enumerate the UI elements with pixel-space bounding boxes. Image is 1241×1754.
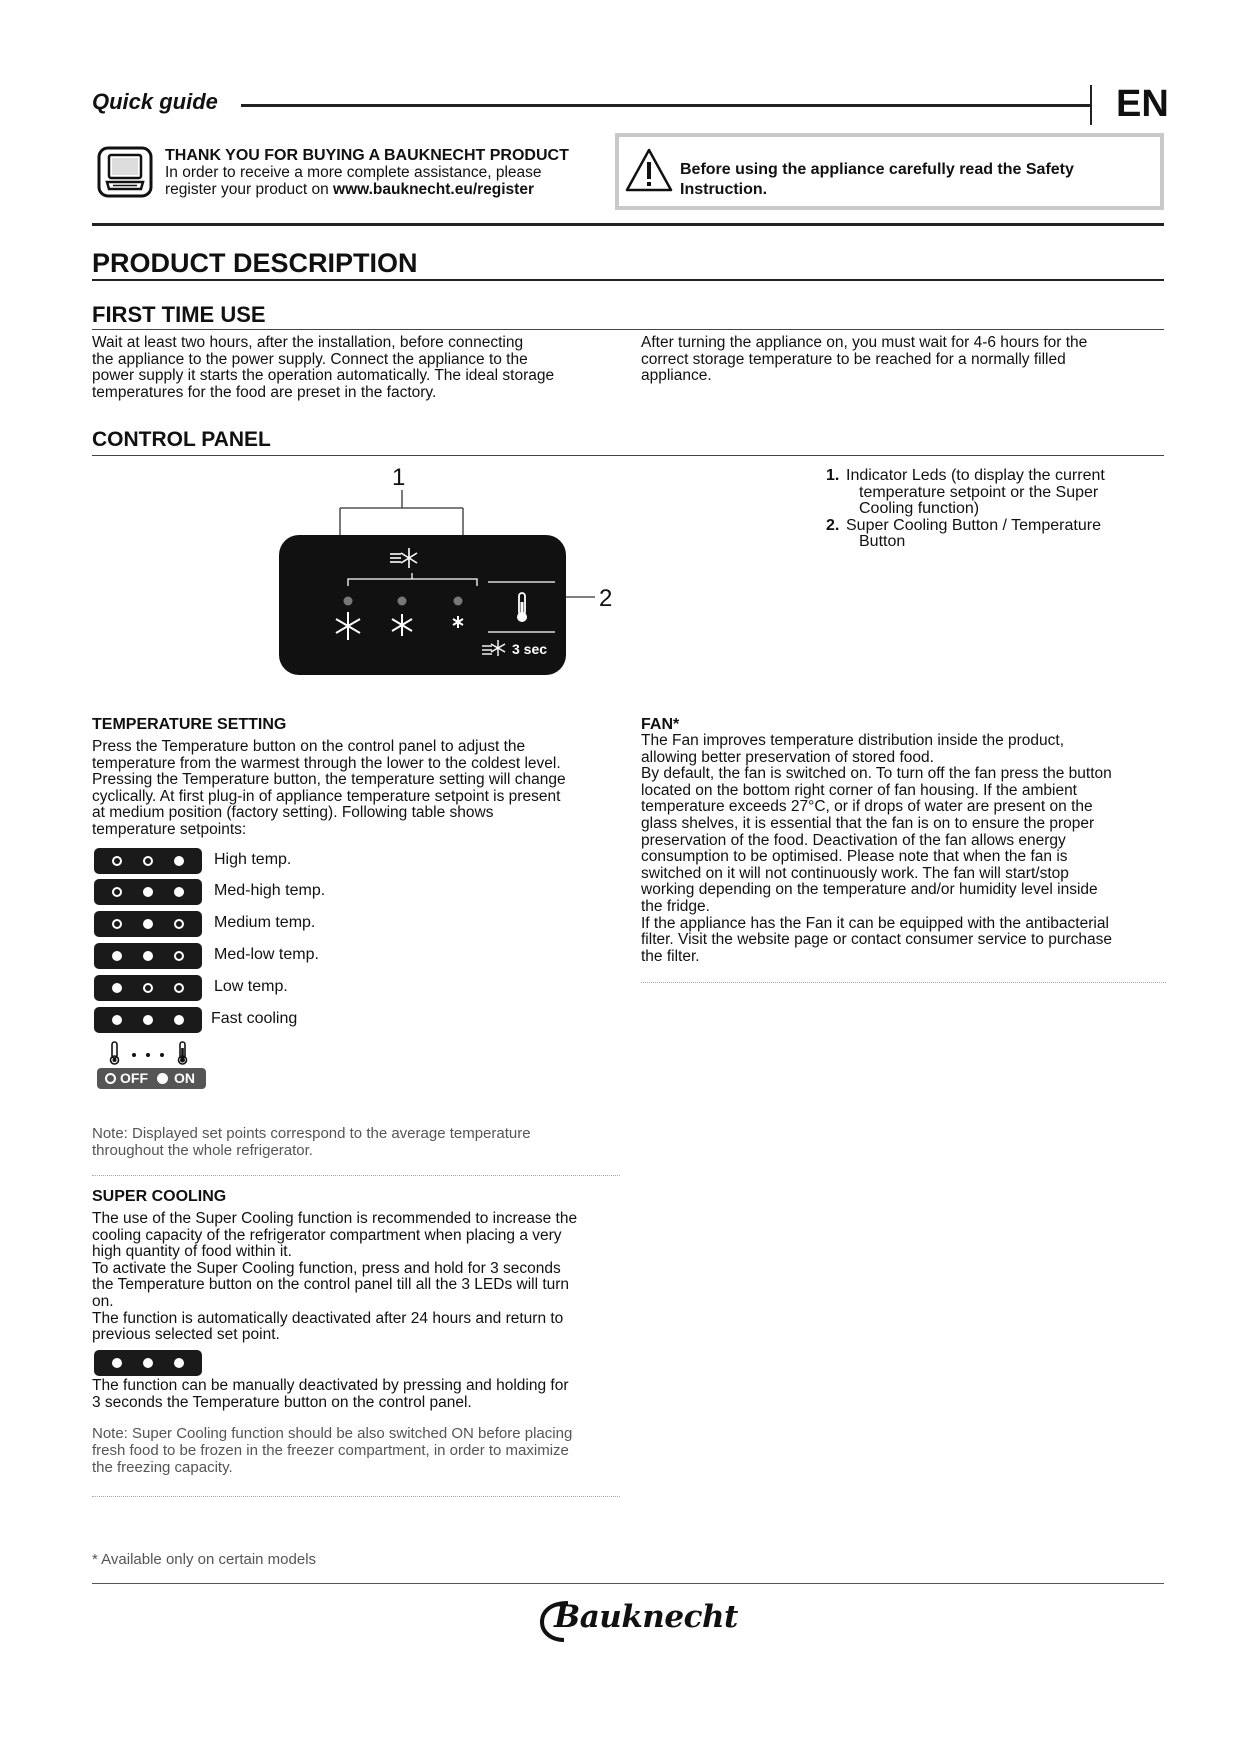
led-off bbox=[143, 856, 153, 866]
text-line: glass shelves, it is essential that the fan is on to ensure the proper bbox=[641, 814, 1095, 832]
text-line: By default, the fan is switched on. To turn off the fan press the button bbox=[641, 765, 1112, 783]
temperature-setting-title: TEMPERATURE SETTING bbox=[92, 716, 287, 733]
super-cooling-note bbox=[92, 1425, 632, 1476]
text-line: Cooling function) bbox=[859, 500, 980, 517]
text-line: the Temperature button on the control panel till all the 3 LEDs will turn bbox=[92, 1276, 570, 1294]
text-line: temperatures for the food are preset in the factory. bbox=[92, 383, 437, 401]
language-code: EN bbox=[1116, 83, 1169, 125]
temperature-setting-text bbox=[92, 739, 627, 839]
first-time-use-title: FIRST TIME USE bbox=[92, 302, 266, 327]
fan-title: FAN* bbox=[641, 716, 680, 733]
text-line: appliance. bbox=[641, 367, 712, 385]
safety-line-2: Instruction. bbox=[680, 181, 768, 198]
control-panel-diagram bbox=[270, 490, 620, 680]
super-cooling-text-after bbox=[92, 1378, 627, 1411]
led-badge bbox=[94, 1007, 202, 1033]
led-on bbox=[143, 887, 153, 897]
led-off bbox=[174, 983, 184, 993]
fan-off-label: OFF bbox=[120, 1070, 148, 1086]
text-line: power supply it starts the operation automatically. The ideal storage bbox=[92, 367, 555, 385]
subtitle-rule bbox=[92, 455, 1164, 456]
led-on bbox=[143, 919, 153, 929]
text-line: preservation of the food. Deactivation of the fan allows energy bbox=[641, 831, 1066, 849]
led-on bbox=[174, 1015, 184, 1025]
led-off bbox=[174, 951, 184, 961]
thanks-prefix: register your product on bbox=[165, 181, 334, 198]
text-line: Pressing the Temperature button, the temperature setting will change bbox=[92, 771, 566, 789]
led-badge bbox=[94, 848, 202, 874]
off-led-icon bbox=[105, 1073, 116, 1084]
text-line: To activate the Super Cooling function, press and hold for 3 seconds bbox=[92, 1259, 561, 1277]
callout-1: 1 bbox=[392, 464, 406, 491]
warning-icon bbox=[624, 147, 674, 193]
super-cooling-title: SUPER COOLING bbox=[92, 1188, 227, 1205]
fan-toggle-badge bbox=[97, 1068, 206, 1089]
text-line: Indicator Leds (to display the current bbox=[846, 467, 1105, 484]
text-line: working depending on the temperature and/or humidity level inside bbox=[641, 881, 1098, 899]
temperature-note bbox=[92, 1125, 632, 1159]
text-line: temperature setpoint or the Super bbox=[859, 483, 1099, 501]
text-line: cyclically. At first plug-in of appliance temperature setpoint is present bbox=[92, 787, 561, 805]
led-badge bbox=[94, 975, 202, 1001]
bauknecht-logo bbox=[538, 1596, 738, 1644]
text-line: the freezing capacity. bbox=[92, 1459, 233, 1476]
fan-text bbox=[641, 733, 1166, 965]
text-line: The Fan improves temperature distribution inside the product, bbox=[641, 732, 1065, 749]
title-rule bbox=[92, 279, 1164, 281]
text-line: Wait at least two hours, after the installation, before connecting bbox=[92, 334, 524, 351]
thanks-title: THANK YOU FOR BUYING A BAUKNECHT PRODUCT bbox=[165, 147, 569, 164]
text-line: cooling capacity of the refrigerator compartment when placing a very bbox=[92, 1226, 562, 1244]
text-line: Button bbox=[859, 533, 906, 550]
led-off bbox=[143, 983, 153, 993]
text-line: The function can be manually deactivated by pressing and holding for bbox=[92, 1377, 569, 1394]
led-on bbox=[112, 951, 122, 961]
legend-item-2 bbox=[826, 518, 1166, 551]
text-line: the filter. bbox=[641, 947, 700, 965]
setpoint-label: High temp. bbox=[214, 851, 292, 868]
led-badge bbox=[94, 911, 202, 937]
first-time-use-right bbox=[641, 335, 1161, 385]
text-line: temperature exceeds 27°C, or if drops of water are present on the bbox=[641, 798, 1093, 816]
text-line: located on the bottom right corner of fan housing. If the ambient bbox=[641, 781, 1077, 799]
text-line: Note: Displayed set points correspond to the average temperature bbox=[92, 1125, 531, 1142]
led-on bbox=[112, 1358, 122, 1368]
text-line: Super Cooling Button / Temperature bbox=[846, 516, 1101, 534]
text-line: consumption to be optimised. Please note that when the fan is bbox=[641, 848, 1068, 866]
led-on bbox=[174, 887, 184, 897]
super-cooling-text bbox=[92, 1211, 627, 1344]
led-on bbox=[143, 951, 153, 961]
quick-guide-title: Quick guide bbox=[92, 89, 218, 114]
text-line: After turning the appliance on, you must wait for 4-6 hours for the bbox=[641, 334, 1088, 351]
product-description-title: PRODUCT DESCRIPTION bbox=[92, 248, 418, 278]
footnote: * Available only on certain models bbox=[92, 1551, 317, 1568]
legend-number: 2. bbox=[826, 516, 840, 534]
text-line: at medium position (factory setting). Following table shows bbox=[92, 804, 494, 822]
text-line: Note: Super Cooling function should be also switched ON before placing bbox=[92, 1425, 573, 1442]
thanks-line-1: In order to receive a more complete assistance, please bbox=[165, 164, 542, 181]
safety-line-1: Before using the appliance carefully read the Safety bbox=[680, 161, 1074, 178]
text-line: throughout the whole refrigerator. bbox=[92, 1142, 313, 1159]
setpoint-label: Medium temp. bbox=[214, 914, 316, 931]
led-on bbox=[143, 1015, 153, 1025]
dotted-separator bbox=[92, 1175, 620, 1176]
on-led-icon bbox=[157, 1073, 168, 1084]
text-line: high quantity of food within it. bbox=[92, 1243, 292, 1261]
led-badge bbox=[94, 943, 202, 969]
text-line: the fridge. bbox=[641, 897, 710, 915]
register-link[interactable]: www.bauknecht.eu/register bbox=[333, 181, 534, 198]
text-line: temperature from the warmest through the lower to the coldest level. bbox=[92, 754, 561, 772]
fan-on-label: ON bbox=[174, 1070, 195, 1086]
logo-wordmark: Bauknecht bbox=[554, 1599, 738, 1635]
text-line: fresh food to be frozen in the freezer compartment, in order to maximize bbox=[92, 1442, 569, 1459]
text-line: the appliance to the power supply. Connect the appliance to the bbox=[92, 350, 528, 368]
led-on bbox=[112, 1015, 122, 1025]
panel-3sec-label: 3 sec bbox=[512, 641, 548, 657]
text-line: If the appliance has the Fan it can be equipped with the antibacterial bbox=[641, 914, 1109, 932]
control-panel-title: CONTROL PANEL bbox=[92, 428, 271, 451]
fan-thermometer-icons bbox=[108, 1040, 194, 1066]
text-line: switched on it will not continuously work. The fan will start/stop bbox=[641, 864, 1069, 882]
safety-text bbox=[680, 160, 1150, 200]
led-off bbox=[112, 919, 122, 929]
setpoint-label: Low temp. bbox=[214, 978, 288, 995]
legend-number: 1. bbox=[826, 467, 840, 484]
header-rule bbox=[241, 104, 1090, 107]
section-rule bbox=[92, 223, 1164, 226]
legend-item-1 bbox=[826, 468, 1166, 518]
footer-rule bbox=[92, 1583, 1164, 1584]
led-off bbox=[112, 887, 122, 897]
header-tick bbox=[1090, 85, 1092, 125]
text-line: on. bbox=[92, 1292, 114, 1310]
led-off bbox=[174, 919, 184, 929]
computer-icon bbox=[97, 146, 153, 198]
led-badge bbox=[94, 879, 202, 905]
callout-2: 2 bbox=[599, 585, 613, 612]
dotted-separator bbox=[92, 1496, 620, 1497]
led-on bbox=[112, 983, 122, 993]
text-line: allowing better preservation of stored food. bbox=[641, 748, 934, 766]
text-line: temperature setpoints: bbox=[92, 820, 247, 838]
text-line: correct storage temperature to be reached for a normally filled bbox=[641, 350, 1066, 368]
setpoint-label: Med-low temp. bbox=[214, 946, 319, 963]
control-panel-legend bbox=[826, 468, 1166, 551]
text-line: previous selected set point. bbox=[92, 1326, 280, 1344]
text-line: Press the Temperature button on the control panel to adjust the bbox=[92, 738, 526, 755]
text-line: The function is automatically deactivated after 24 hours and return to bbox=[92, 1309, 564, 1327]
subtitle-rule bbox=[92, 329, 1164, 330]
dotted-separator bbox=[641, 982, 1166, 983]
setpoint-label: Med-high temp. bbox=[214, 882, 326, 899]
setpoint-label: Fast cooling bbox=[211, 1010, 298, 1027]
led-on bbox=[174, 856, 184, 866]
text-line: 3 seconds the Temperature button on the control panel. bbox=[92, 1393, 472, 1411]
thanks-line-2 bbox=[165, 181, 534, 198]
led-on bbox=[174, 1358, 184, 1368]
led-off bbox=[112, 856, 122, 866]
text-line: filter. Visit the website page or contact consumer service to purchase bbox=[641, 931, 1112, 949]
first-time-use-left bbox=[92, 335, 632, 401]
text-line: The use of the Super Cooling function is recommended to increase the bbox=[92, 1210, 578, 1227]
led-on bbox=[143, 1358, 153, 1368]
super-cooling-led-badge bbox=[94, 1350, 202, 1376]
